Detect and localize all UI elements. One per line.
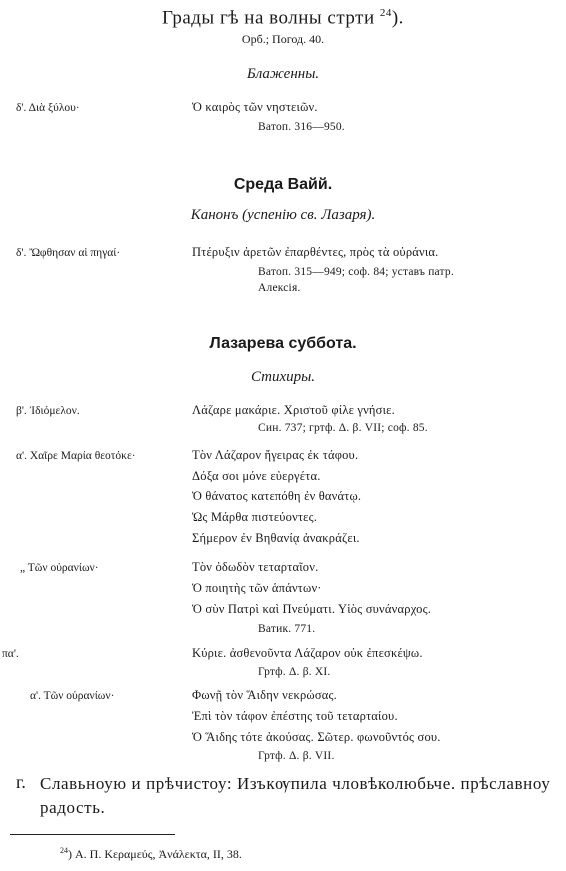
heading-kanon: Канонъ (успенію св. Лазаря). (190, 207, 376, 223)
tone-incipit: πα'. (2, 648, 19, 660)
greek-line: Τὸν Λάζαρον ἤγειρας ἐκ τάφου. (192, 448, 359, 462)
manuscript-source: Гртф. Δ. β. XI. (258, 666, 331, 678)
manuscript-source: Гртф. Δ. β. VII. (258, 750, 335, 762)
heading-sreda: Среда Вайй. (233, 176, 333, 193)
greek-line: Ὁ Ἅιδης τότε ἀκούσας. Σῶτερ. φωνοῦντός σου. (192, 730, 441, 744)
footnote-ref: 24 (379, 7, 392, 19)
tone-incipit: „ Τῶν οὐρανίων· (20, 562, 99, 574)
greek-line: Φωνῇ τὸν Ἅιδην νεκρώσας. (192, 688, 338, 702)
slavonic-line-cont: радость. (40, 798, 106, 817)
manuscript-source: Син. 737; гртф. Δ. β. VII; соф. 85. (258, 422, 428, 434)
heading-subbota: Лазарева суббота. (209, 335, 357, 352)
tone-incipit: α'. Τῶν οὐρανίων· (30, 690, 115, 702)
greek-line: Ὁ ποιητὴς τῶν ἁπάντων· (192, 581, 322, 595)
manuscript-source: Ватоп. 316—950. (258, 121, 345, 133)
greek-line: Ὁ σὺν Πατρὶ καὶ Πνεύματι. Υἱὸς συνάναρχος. (192, 602, 432, 616)
heading-blazhenny: Блаженны. (246, 66, 320, 82)
greek-incipit: Λάζαρε μακάριε. Χριστοῦ φίλε γνήσιε. (192, 403, 395, 417)
greek-incipit: Κύριε. ἀσθενοῦντα Λάζαρον οὐκ ἐπεσκέψω. (192, 646, 423, 660)
greek-line: Ὡς Μάρθα πιστεύοντες. (192, 510, 318, 524)
tone-incipit: β'. Ἰδιόμελον. (16, 405, 80, 417)
title-close: ). (391, 7, 404, 29)
greek-incipit: Ὁ καιρὸς τῶν νηστειῶν. (192, 100, 318, 114)
manuscript-source-cont: Алексія. (258, 282, 301, 294)
manuscript-source: Ватоп. 315—949; соф. 84; уставъ патр. (258, 266, 454, 278)
footnote-text: ) А. П. Κεραμεύς, Ἀνάλεκτα, II, 38. (68, 847, 242, 861)
header-sources: Орб.; Погод. 40. (241, 32, 325, 46)
manuscript-source: Ватик. 771. (258, 623, 316, 635)
tone-incipit: δ'. Ὤφθησαν αἱ πηγαί· (16, 247, 121, 259)
section-title-slavonic (0, 7, 566, 29)
greek-line: Τὸν ὀδωδὸν τεταρταῖον. (192, 560, 319, 574)
greek-incipit: Πτέρυξιν ἀρετῶν ἐπαρθέντες, πρὸς τὰ οὐράνια. (192, 245, 439, 259)
greek-line: Ὁ θάνατος κατεπόθη ἐν θανάτῳ. (192, 489, 362, 503)
slavonic-line: Славьноую и прѣчистоу: Изъкѹпила чловѣколюбьче. прѣславноу (40, 774, 551, 793)
greek-line: Ἐπὶ τὸν τάφον ἐπέστης τοῦ τεταρταίου. (192, 709, 398, 723)
tone-incipit: α'. Χαῖρε Μαρία θεοτόκε· (16, 450, 136, 462)
greek-line: Σήμερον ἐν Βηθανίᾳ ἀνακράζει. (192, 531, 360, 545)
heading-stikhiry: Стихиры. (250, 369, 316, 385)
footnote-rule (10, 834, 175, 835)
footnote (60, 846, 242, 862)
greek-line: Δόξα σοι μόνε εὐεργέτα. (192, 469, 321, 483)
footnote-number: 24 (60, 846, 68, 855)
slavonic-marker: г. (16, 772, 26, 792)
tone-incipit: δ'. Διὰ ξύλου· (16, 102, 80, 114)
title-text: Грады гѣ на волны стрти (162, 7, 375, 29)
